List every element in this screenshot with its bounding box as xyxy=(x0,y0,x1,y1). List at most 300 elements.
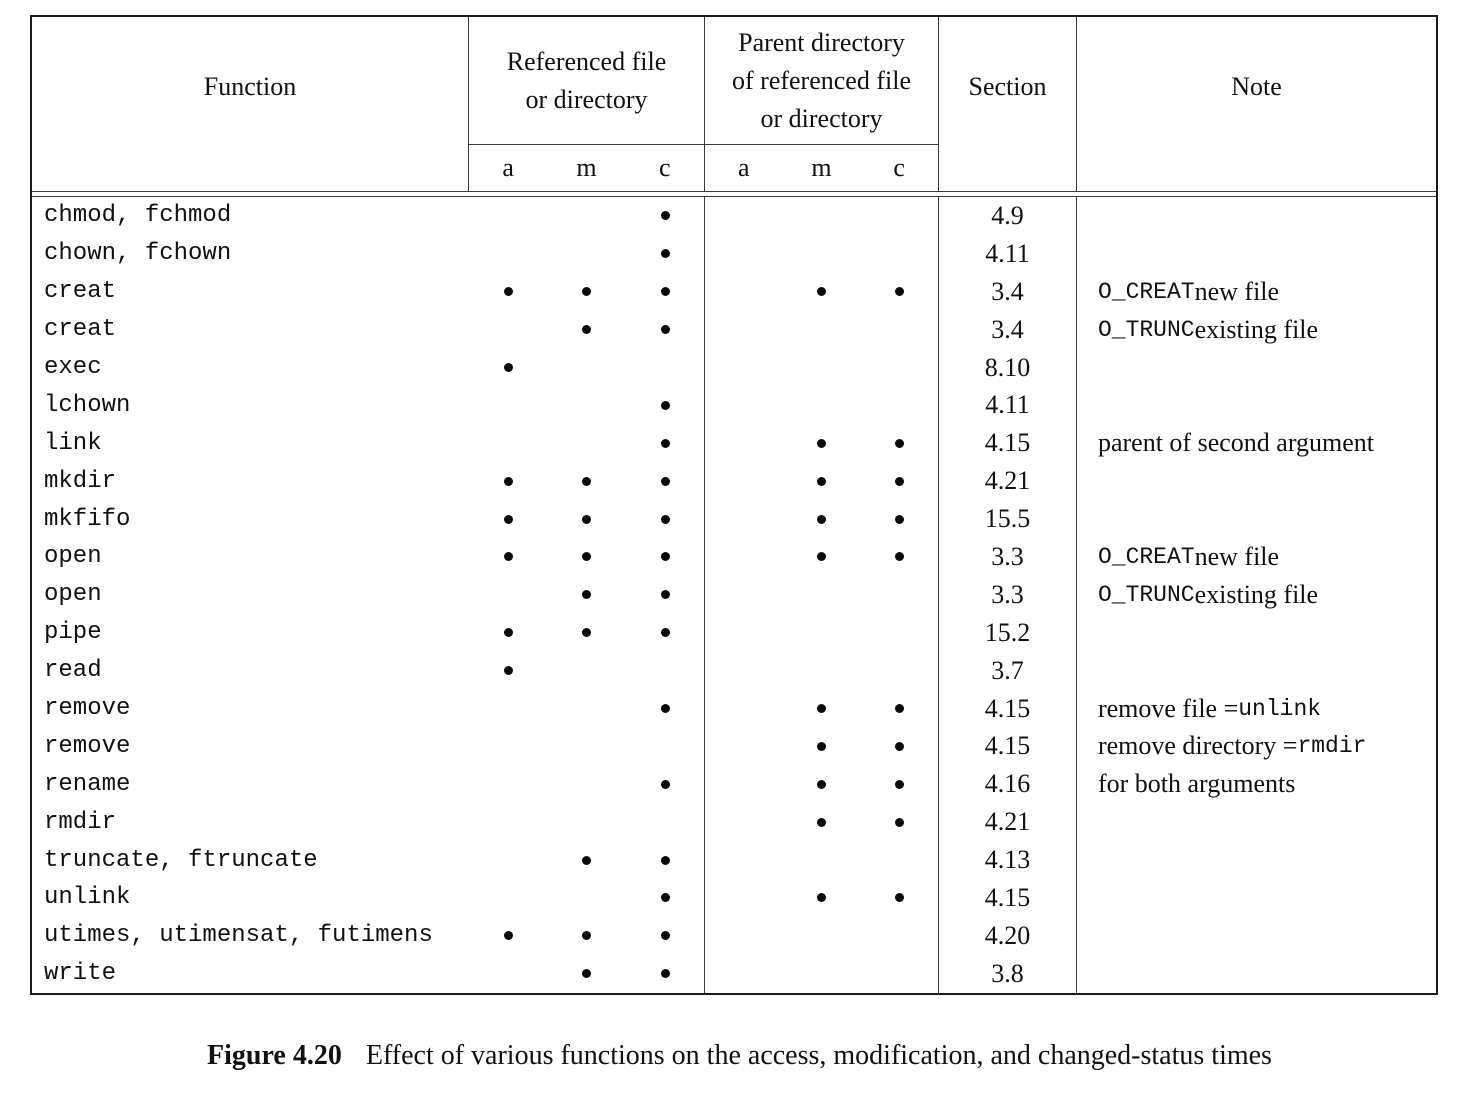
section-header-label: Section xyxy=(968,72,1047,101)
function-name: pipe xyxy=(44,619,102,647)
ref-c-cell xyxy=(626,765,705,803)
function-name: remove xyxy=(44,732,131,760)
table-row xyxy=(32,803,1436,841)
table-row xyxy=(32,917,1436,955)
ref-col-m-label: m xyxy=(576,153,597,182)
note-text xyxy=(1077,727,1436,765)
note-text xyxy=(1077,652,1436,690)
ref-a-cell xyxy=(469,690,548,728)
parent-col-a-label: a xyxy=(738,153,750,182)
ref-a-cell xyxy=(469,349,548,387)
parent-m-cell xyxy=(783,424,861,462)
ref-col-c-label: c xyxy=(659,153,671,182)
parent-a-cell xyxy=(705,614,783,652)
parent-m-cell xyxy=(783,311,861,349)
note-text xyxy=(1077,386,1436,424)
ref-c-cell xyxy=(626,803,705,841)
ref-c-cell xyxy=(626,576,705,614)
parent-c-cell xyxy=(861,879,939,917)
parent-c-cell xyxy=(861,841,939,879)
parent-c-cell xyxy=(861,614,939,652)
bullet-dot xyxy=(661,590,670,599)
parent-header-line2: of referenced file xyxy=(732,65,911,95)
ref-a-cell xyxy=(469,917,548,955)
note-code-segment: rmdir xyxy=(1297,733,1367,760)
note-text-segment: existing file xyxy=(1194,314,1319,344)
header-spacer-note xyxy=(1077,145,1436,191)
section-number: 4.13 xyxy=(939,841,1077,879)
bullet-dot xyxy=(582,590,591,599)
function-name: open xyxy=(44,581,102,609)
parent-a-cell xyxy=(705,690,783,728)
table-row xyxy=(32,727,1436,765)
bullet-dot xyxy=(895,780,904,789)
column-header-section xyxy=(939,17,1077,145)
parent-m-cell xyxy=(783,538,861,576)
note-text-segment: new file xyxy=(1194,276,1280,306)
section-number: 4.21 xyxy=(939,462,1077,500)
parent-a-cell xyxy=(705,879,783,917)
table-row xyxy=(32,349,1436,387)
parent-m-cell xyxy=(783,235,861,273)
ref-m-cell xyxy=(548,500,627,538)
bullet-dot xyxy=(661,211,670,220)
bullet-dot xyxy=(661,704,670,713)
note-text-segment: for both arguments xyxy=(1097,769,1296,799)
note-text xyxy=(1077,690,1436,728)
ref-a-cell xyxy=(469,386,548,424)
column-header-function xyxy=(32,17,469,145)
section-number: 3.4 xyxy=(939,273,1077,311)
bullet-dot xyxy=(582,515,591,524)
ref-a-cell xyxy=(469,273,548,311)
ref-a-cell xyxy=(469,803,548,841)
section-number: 3.7 xyxy=(939,652,1077,690)
table-row xyxy=(32,576,1436,614)
function-name: mkfifo xyxy=(44,505,131,533)
parent-a-cell xyxy=(705,538,783,576)
note-code-segment: O_CREAT xyxy=(1097,543,1195,570)
ref-m-cell xyxy=(548,462,627,500)
parent-amc-subheader xyxy=(705,145,939,191)
table-row xyxy=(32,841,1436,879)
bullet-dot xyxy=(504,515,513,524)
ref-a-cell xyxy=(469,841,548,879)
parent-a-cell xyxy=(705,197,783,235)
note-code-segment: O_TRUNC xyxy=(1097,316,1195,343)
bullet-dot xyxy=(895,439,904,448)
parent-a-cell xyxy=(705,917,783,955)
ref-col-a-label: a xyxy=(502,153,514,182)
table-row xyxy=(32,538,1436,576)
table-header xyxy=(32,17,1436,191)
bullet-dot xyxy=(817,818,826,827)
table-row xyxy=(32,500,1436,538)
ref-m-cell xyxy=(548,197,627,235)
note-text xyxy=(1077,197,1436,235)
bullet-dot xyxy=(895,818,904,827)
parent-col-m-label: m xyxy=(811,153,832,182)
table-row xyxy=(32,690,1436,728)
function-name: remove xyxy=(44,695,131,723)
function-name: rename xyxy=(44,770,131,798)
note-text-segment: parent of second argument xyxy=(1097,428,1375,458)
parent-m-cell xyxy=(783,917,861,955)
parent-m-cell xyxy=(783,879,861,917)
table-row xyxy=(32,955,1436,993)
ref-c-cell xyxy=(626,690,705,728)
parent-a-cell xyxy=(705,727,783,765)
ref-a-cell xyxy=(469,614,548,652)
parent-a-cell xyxy=(705,462,783,500)
ref-m-cell xyxy=(548,538,627,576)
ref-c-cell xyxy=(626,917,705,955)
bullet-dot xyxy=(817,704,826,713)
bullet-dot xyxy=(817,515,826,524)
section-number: 4.20 xyxy=(939,917,1077,955)
column-header-note xyxy=(1077,17,1436,145)
section-number: 15.2 xyxy=(939,614,1077,652)
section-number: 4.15 xyxy=(939,690,1077,728)
bullet-dot xyxy=(661,893,670,902)
parent-c-cell xyxy=(861,803,939,841)
parent-a-cell xyxy=(705,273,783,311)
ref-m-cell xyxy=(548,917,627,955)
parent-c-cell xyxy=(861,273,939,311)
note-text-segment: new file xyxy=(1194,541,1280,571)
parent-m-cell xyxy=(783,652,861,690)
note-text xyxy=(1077,273,1436,311)
bullet-dot xyxy=(504,666,513,675)
bullet-dot xyxy=(661,439,670,448)
parent-a-cell xyxy=(705,424,783,462)
ref-c-cell xyxy=(626,879,705,917)
bullet-dot xyxy=(895,477,904,486)
ref-a-cell xyxy=(469,727,548,765)
parent-c-cell xyxy=(861,197,939,235)
ref-a-cell xyxy=(469,500,548,538)
table-row xyxy=(32,614,1436,652)
ref-a-cell xyxy=(469,652,548,690)
ref-c-cell xyxy=(626,652,705,690)
bullet-dot xyxy=(504,552,513,561)
bullet-dot xyxy=(504,287,513,296)
section-number: 4.9 xyxy=(939,197,1077,235)
function-name: read xyxy=(44,657,102,685)
bullet-dot xyxy=(817,893,826,902)
ref-a-cell xyxy=(469,538,548,576)
note-text xyxy=(1077,841,1436,879)
function-name: link xyxy=(44,429,102,457)
bullet-dot xyxy=(504,477,513,486)
note-code-segment: O_TRUNC xyxy=(1097,581,1195,608)
ref-m-cell xyxy=(548,803,627,841)
header-spacer-function xyxy=(32,145,469,191)
bullet-dot xyxy=(661,249,670,258)
parent-a-cell xyxy=(705,235,783,273)
ref-m-cell xyxy=(548,765,627,803)
parent-m-cell xyxy=(783,386,861,424)
ref-m-cell xyxy=(548,955,627,993)
ref-a-cell xyxy=(469,576,548,614)
section-number: 4.21 xyxy=(939,803,1077,841)
referenced-header-line1: Referenced file xyxy=(506,46,667,76)
bullet-dot xyxy=(661,969,670,978)
ref-m-cell xyxy=(548,841,627,879)
ref-c-cell xyxy=(626,311,705,349)
function-name: write xyxy=(44,960,117,988)
table-row xyxy=(32,652,1436,690)
parent-header-line1: Parent directory xyxy=(738,27,905,57)
parent-c-cell xyxy=(861,690,939,728)
note-text xyxy=(1077,879,1436,917)
parent-a-cell xyxy=(705,803,783,841)
ref-c-cell xyxy=(626,727,705,765)
bullet-dot xyxy=(582,287,591,296)
table-row xyxy=(32,197,1436,235)
bullet-dot xyxy=(661,780,670,789)
note-text xyxy=(1077,955,1436,993)
note-text xyxy=(1077,614,1436,652)
note-text-segment: remove directory = xyxy=(1097,731,1298,761)
parent-c-cell xyxy=(861,652,939,690)
ref-c-cell xyxy=(626,424,705,462)
parent-c-cell xyxy=(861,917,939,955)
ref-m-cell xyxy=(548,311,627,349)
note-code-segment: O_CREAT xyxy=(1097,278,1195,305)
bullet-dot xyxy=(895,893,904,902)
parent-m-cell xyxy=(783,500,861,538)
bullet-dot xyxy=(895,515,904,524)
figure-caption xyxy=(0,1036,1479,1076)
ref-c-cell xyxy=(626,462,705,500)
ref-m-cell xyxy=(548,727,627,765)
ref-a-cell xyxy=(469,235,548,273)
function-effects-table xyxy=(30,15,1438,995)
parent-header-line3: or directory xyxy=(760,103,883,133)
bullet-dot xyxy=(661,287,670,296)
parent-a-cell xyxy=(705,955,783,993)
ref-c-cell xyxy=(626,386,705,424)
parent-c-cell xyxy=(861,500,939,538)
function-name: lchown xyxy=(44,391,131,419)
table-row xyxy=(32,879,1436,917)
section-number: 3.4 xyxy=(939,311,1077,349)
ref-m-cell xyxy=(548,879,627,917)
bullet-dot xyxy=(582,325,591,334)
section-number: 3.3 xyxy=(939,576,1077,614)
parent-a-cell xyxy=(705,652,783,690)
bullet-dot xyxy=(661,931,670,940)
function-name: creat xyxy=(44,316,117,344)
section-number: 4.16 xyxy=(939,765,1077,803)
parent-c-cell xyxy=(861,538,939,576)
parent-c-cell xyxy=(861,349,939,387)
bullet-dot xyxy=(582,856,591,865)
referenced-header-line2: or directory xyxy=(525,84,648,114)
parent-m-cell xyxy=(783,690,861,728)
note-text xyxy=(1077,462,1436,500)
parent-m-cell xyxy=(783,273,861,311)
parent-m-cell xyxy=(783,955,861,993)
function-name: creat xyxy=(44,278,117,306)
section-number: 4.15 xyxy=(939,727,1077,765)
header-spacer-section xyxy=(939,145,1077,191)
function-name: rmdir xyxy=(44,808,117,836)
bullet-dot xyxy=(582,477,591,486)
figure-number: Figure 4.20 xyxy=(207,1040,342,1071)
note-text-segment: remove file = xyxy=(1097,693,1239,723)
note-code-segment: unlink xyxy=(1238,695,1322,722)
function-name: open xyxy=(44,543,102,571)
parent-m-cell xyxy=(783,197,861,235)
ref-a-cell xyxy=(469,311,548,349)
parent-c-cell xyxy=(861,955,939,993)
ref-m-cell xyxy=(548,690,627,728)
note-text xyxy=(1077,538,1436,576)
section-number: 4.11 xyxy=(939,235,1077,273)
parent-a-cell xyxy=(705,386,783,424)
table-body xyxy=(32,197,1436,993)
ref-c-cell xyxy=(626,235,705,273)
parent-a-cell xyxy=(705,841,783,879)
ref-m-cell xyxy=(548,614,627,652)
parent-c-cell xyxy=(861,235,939,273)
section-number: 4.15 xyxy=(939,879,1077,917)
table-row xyxy=(32,235,1436,273)
parent-col-c-label: c xyxy=(893,153,905,182)
parent-a-cell xyxy=(705,576,783,614)
parent-m-cell xyxy=(783,462,861,500)
bullet-dot xyxy=(817,439,826,448)
function-name: truncate, ftruncate xyxy=(44,846,318,874)
bullet-dot xyxy=(661,477,670,486)
bullet-dot xyxy=(661,515,670,524)
bullet-dot xyxy=(661,325,670,334)
parent-c-cell xyxy=(861,311,939,349)
ref-m-cell xyxy=(548,424,627,462)
note-header-label: Note xyxy=(1231,72,1282,101)
table-row xyxy=(32,311,1436,349)
bullet-dot xyxy=(661,628,670,637)
parent-m-cell xyxy=(783,765,861,803)
parent-c-cell xyxy=(861,727,939,765)
function-name: mkdir xyxy=(44,467,117,495)
ref-c-cell xyxy=(626,197,705,235)
column-header-referenced-file xyxy=(469,17,705,145)
bullet-dot xyxy=(817,287,826,296)
ref-a-cell xyxy=(469,462,548,500)
parent-c-cell xyxy=(861,386,939,424)
ref-m-cell xyxy=(548,576,627,614)
parent-m-cell xyxy=(783,614,861,652)
figure-caption-text: Effect of various functions on the access, modification, and changed-status times xyxy=(365,1040,1272,1071)
parent-a-cell xyxy=(705,349,783,387)
function-name: utimes, utimensat, futimens xyxy=(44,922,433,950)
section-number: 8.10 xyxy=(939,349,1077,387)
parent-m-cell xyxy=(783,803,861,841)
parent-m-cell xyxy=(783,349,861,387)
bullet-dot xyxy=(817,742,826,751)
note-text xyxy=(1077,500,1436,538)
note-text xyxy=(1077,576,1436,614)
column-header-parent-directory xyxy=(705,17,939,145)
bullet-dot xyxy=(504,931,513,940)
note-text xyxy=(1077,311,1436,349)
note-text xyxy=(1077,917,1436,955)
ref-a-cell xyxy=(469,424,548,462)
bullet-dot xyxy=(817,477,826,486)
ref-m-cell xyxy=(548,273,627,311)
function-name: chmod, fchmod xyxy=(44,202,232,230)
ref-c-cell xyxy=(626,349,705,387)
function-name: chown, fchown xyxy=(44,240,232,268)
ref-m-cell xyxy=(548,652,627,690)
bullet-dot xyxy=(582,628,591,637)
bullet-dot xyxy=(895,287,904,296)
parent-m-cell xyxy=(783,841,861,879)
bullet-dot xyxy=(817,780,826,789)
table-row xyxy=(32,386,1436,424)
bullet-dot xyxy=(582,931,591,940)
ref-c-cell xyxy=(626,538,705,576)
note-text xyxy=(1077,235,1436,273)
ref-a-cell xyxy=(469,955,548,993)
bullet-dot xyxy=(582,552,591,561)
parent-a-cell xyxy=(705,765,783,803)
ref-c-cell xyxy=(626,955,705,993)
ref-m-cell xyxy=(548,386,627,424)
bullet-dot xyxy=(504,363,513,372)
section-number: 3.8 xyxy=(939,955,1077,993)
bullet-dot xyxy=(661,552,670,561)
ref-m-cell xyxy=(548,349,627,387)
parent-c-cell xyxy=(861,462,939,500)
bullet-dot xyxy=(817,552,826,561)
note-text xyxy=(1077,803,1436,841)
bullet-dot xyxy=(661,856,670,865)
note-text xyxy=(1077,424,1436,462)
parent-a-cell xyxy=(705,500,783,538)
parent-c-cell xyxy=(861,765,939,803)
table-row xyxy=(32,462,1436,500)
ref-c-cell xyxy=(626,841,705,879)
ref-c-cell xyxy=(626,500,705,538)
function-name: unlink xyxy=(44,884,131,912)
ref-c-cell xyxy=(626,273,705,311)
note-text-segment: existing file xyxy=(1194,579,1319,609)
parent-a-cell xyxy=(705,311,783,349)
ref-a-cell xyxy=(469,765,548,803)
ref-c-cell xyxy=(626,614,705,652)
section-number: 4.15 xyxy=(939,424,1077,462)
function-name: exec xyxy=(44,354,102,381)
note-text xyxy=(1077,765,1436,803)
bullet-dot xyxy=(895,704,904,713)
parent-m-cell xyxy=(783,727,861,765)
section-number: 4.11 xyxy=(939,386,1077,424)
section-number: 15.5 xyxy=(939,500,1077,538)
parent-c-cell xyxy=(861,576,939,614)
bullet-dot xyxy=(895,552,904,561)
function-header-label: Function xyxy=(203,72,297,101)
table-row xyxy=(32,273,1436,311)
referenced-amc-subheader xyxy=(469,145,705,191)
section-number: 3.3 xyxy=(939,538,1077,576)
ref-m-cell xyxy=(548,235,627,273)
table-row xyxy=(32,424,1436,462)
bullet-dot xyxy=(661,401,670,410)
